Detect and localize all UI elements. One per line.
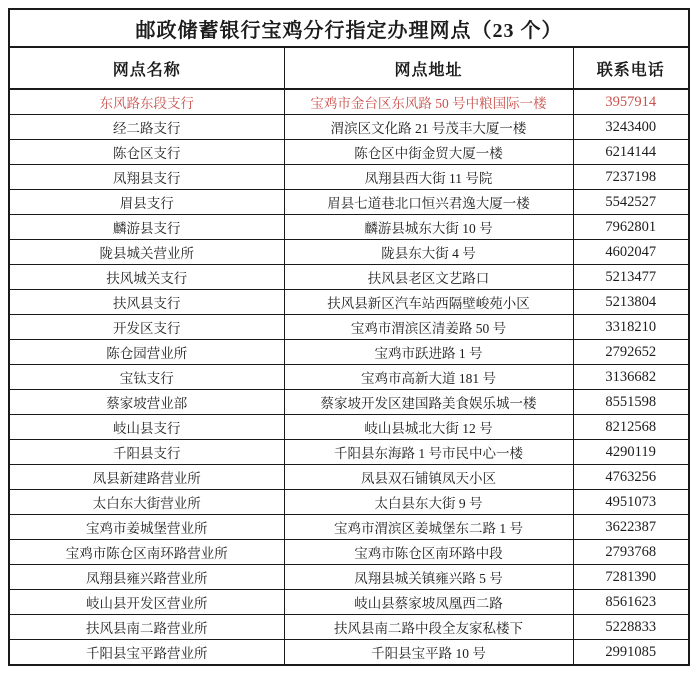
branch-address-cell: 凤翔县西大街 11 号院 — [284, 165, 573, 190]
table-row — [9, 415, 689, 440]
branch-address-cell: 千阳县东海路 1 号市民中心一楼 — [284, 440, 573, 465]
branch-address-cell: 宝鸡市渭滨区姜城堡东二路 1 号 — [284, 515, 573, 540]
table-row — [9, 340, 689, 365]
column-header-branch-name: 网点名称 — [9, 47, 284, 89]
table-row — [9, 515, 689, 540]
branch-phone-cell: 2792652 — [573, 340, 689, 365]
table-row — [9, 390, 689, 415]
branch-name-cell: 千阳县支行 — [9, 440, 284, 465]
branch-name-cell: 岐山县支行 — [9, 415, 284, 440]
branch-phone-cell: 8561623 — [573, 590, 689, 615]
branch-phone-cell: 7962801 — [573, 215, 689, 240]
table-row — [9, 115, 689, 140]
branch-phone-cell: 8551598 — [573, 390, 689, 415]
table-row — [9, 640, 689, 666]
branch-phone-cell: 8212568 — [573, 415, 689, 440]
branch-phone-cell: 5213477 — [573, 265, 689, 290]
branch-phone-cell: 2991085 — [573, 640, 689, 666]
branch-name-cell: 宝钛支行 — [9, 365, 284, 390]
branch-address-cell: 千阳县宝平路 10 号 — [284, 640, 573, 666]
branch-name-cell: 凤翔县雍兴路营业所 — [9, 565, 284, 590]
branch-address-cell: 扶风县新区汽车站西隔壁峻苑小区 — [284, 290, 573, 315]
branch-phone-cell: 4763256 — [573, 465, 689, 490]
branch-name-cell: 岐山县开发区营业所 — [9, 590, 284, 615]
table-row — [9, 215, 689, 240]
branch-name-cell: 千阳县宝平路营业所 — [9, 640, 284, 666]
table-row — [9, 440, 689, 465]
branch-name-cell: 麟游县支行 — [9, 215, 284, 240]
table-body — [9, 89, 689, 665]
table-header-row — [9, 47, 689, 89]
table-row — [9, 540, 689, 565]
table-row — [9, 490, 689, 515]
branch-name-cell: 东风路东段支行 — [9, 89, 284, 115]
table-row — [9, 565, 689, 590]
table-title-row — [9, 9, 689, 47]
table-row — [9, 265, 689, 290]
branch-phone-cell: 4951073 — [573, 490, 689, 515]
branch-address-cell: 陈仓区中街金贸大厦一楼 — [284, 140, 573, 165]
branch-phone-cell: 3622387 — [573, 515, 689, 540]
branch-address-cell: 眉县七道巷北口恒兴君逸大厦一楼 — [284, 190, 573, 215]
branch-phone-cell: 5228833 — [573, 615, 689, 640]
table-row — [9, 290, 689, 315]
branch-address-cell: 扶风县南二路中段全友家私楼下 — [284, 615, 573, 640]
branch-name-cell: 扶风县南二路营业所 — [9, 615, 284, 640]
branch-address-cell: 麟游县城东大街 10 号 — [284, 215, 573, 240]
table-row — [9, 615, 689, 640]
branch-phone-cell: 4602047 — [573, 240, 689, 265]
branch-name-cell: 宝鸡市姜城堡营业所 — [9, 515, 284, 540]
branch-name-cell: 蔡家坡营业部 — [9, 390, 284, 415]
branch-name-cell: 宝鸡市陈仓区南环路营业所 — [9, 540, 284, 565]
branch-address-cell: 岐山县蔡家坡凤凰西二路 — [284, 590, 573, 615]
branch-name-cell: 扶风县支行 — [9, 290, 284, 315]
table-row — [9, 240, 689, 265]
branch-name-cell: 陈仓园营业所 — [9, 340, 284, 365]
branch-phone-cell: 6214144 — [573, 140, 689, 165]
branch-name-cell: 陈仓区支行 — [9, 140, 284, 165]
branch-address-cell: 太白县东大街 9 号 — [284, 490, 573, 515]
branch-name-cell: 凤翔县支行 — [9, 165, 284, 190]
table-row — [9, 315, 689, 340]
branch-name-cell: 经二路支行 — [9, 115, 284, 140]
branch-name-cell: 开发区支行 — [9, 315, 284, 340]
branch-address-cell: 岐山县城北大街 12 号 — [284, 415, 573, 440]
branch-name-cell: 眉县支行 — [9, 190, 284, 215]
table-row — [9, 165, 689, 190]
branch-address-cell: 陇县东大街 4 号 — [284, 240, 573, 265]
branch-address-cell: 蔡家坡开发区建国路美食娱乐城一楼 — [284, 390, 573, 415]
branch-address-cell: 宝鸡市金台区东风路 50 号中粮国际一楼 — [284, 89, 573, 115]
column-header-contact-phone: 联系电话 — [573, 47, 689, 89]
branch-phone-cell: 3243400 — [573, 115, 689, 140]
branch-name-cell: 扶风城关支行 — [9, 265, 284, 290]
branch-address-cell: 凤翔县城关镇雍兴路 5 号 — [284, 565, 573, 590]
branch-phone-cell: 3136682 — [573, 365, 689, 390]
page-title: 邮政储蓄银行宝鸡分行指定办理网点（23 个） — [9, 9, 689, 47]
branch-phone-cell: 7281390 — [573, 565, 689, 590]
table-row — [9, 89, 689, 115]
branch-phone-cell: 3318210 — [573, 315, 689, 340]
branch-phone-cell: 4290119 — [573, 440, 689, 465]
branch-address-cell: 宝鸡市高新大道 181 号 — [284, 365, 573, 390]
branch-table — [8, 8, 690, 666]
branch-phone-cell: 3957914 — [573, 89, 689, 115]
table-row — [9, 465, 689, 490]
branch-name-cell: 太白东大街营业所 — [9, 490, 284, 515]
branch-phone-cell: 2793768 — [573, 540, 689, 565]
branch-address-cell: 宝鸡市渭滨区清姜路 50 号 — [284, 315, 573, 340]
branch-address-cell: 扶风县老区文艺路口 — [284, 265, 573, 290]
table-row — [9, 140, 689, 165]
table-row — [9, 590, 689, 615]
table-row — [9, 190, 689, 215]
branch-address-cell: 宝鸡市跃进路 1 号 — [284, 340, 573, 365]
branch-address-cell: 渭滨区文化路 21 号茂丰大厦一楼 — [284, 115, 573, 140]
branch-address-cell: 宝鸡市陈仓区南环路中段 — [284, 540, 573, 565]
column-header-branch-address: 网点地址 — [284, 47, 573, 89]
table-row — [9, 365, 689, 390]
branch-phone-cell: 5213804 — [573, 290, 689, 315]
branch-name-cell: 陇县城关营业所 — [9, 240, 284, 265]
branch-name-cell: 凤县新建路营业所 — [9, 465, 284, 490]
branch-phone-cell: 7237198 — [573, 165, 689, 190]
branch-address-cell: 凤县双石铺镇凤天小区 — [284, 465, 573, 490]
branch-phone-cell: 5542527 — [573, 190, 689, 215]
